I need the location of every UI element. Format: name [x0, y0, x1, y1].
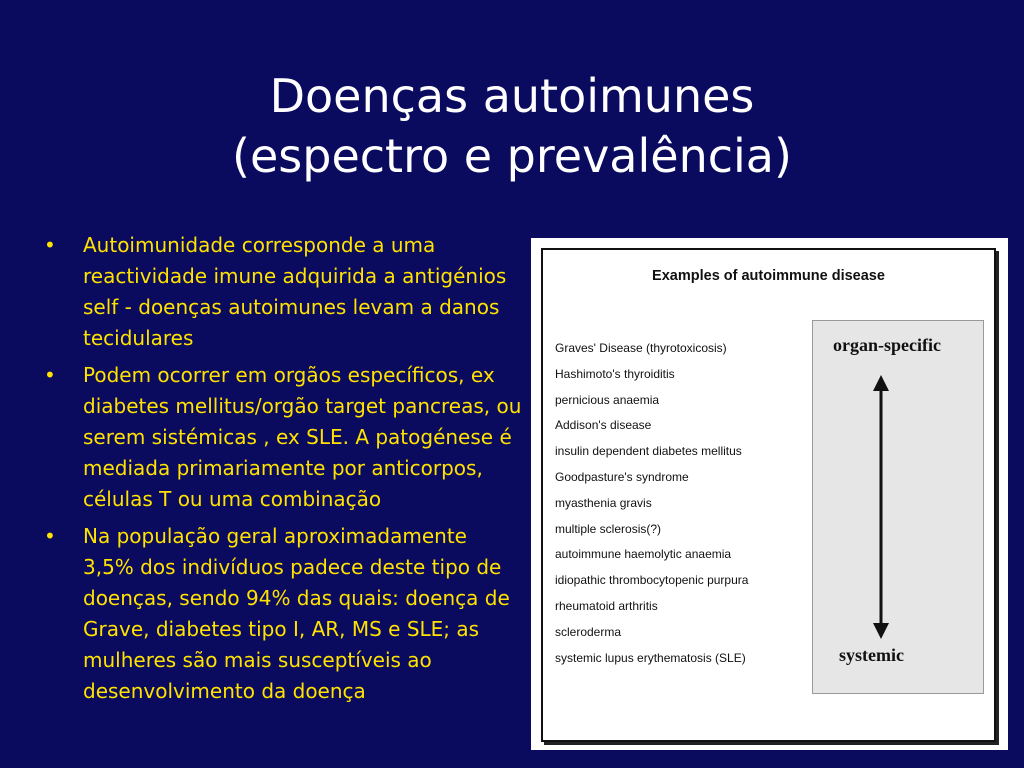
disease-item: Goodpasture's syndrome: [555, 469, 689, 484]
bullet-dot-icon: •: [44, 233, 56, 257]
autoimmune-disease-figure: [531, 238, 1008, 750]
disease-item: Graves' Disease (thyrotoxicosis): [555, 341, 727, 355]
spectrum-label-organ-specific: organ-specific: [833, 335, 941, 355]
bullet-text: Autoimunidade corresponde a uma reactividade imune adquirida a antigénios self - doenças autoimunes levam a danos tecidulares: [83, 233, 507, 350]
disease-item: myasthenia gravis: [555, 495, 652, 510]
disease-item: insulin dependent diabetes mellitus: [555, 444, 742, 459]
bullet-text: Na população geral aproximadamente 3,5% dos indivíduos padece deste tipo de doenças, sendo 94% das quais: doença de Grave, diabetes tipo I, AR, MS e SLE; as mulheres são mais susceptíveis ao desenvolvimento da doença: [83, 524, 510, 703]
slide-title-line-1: Doenças autoimunes: [269, 69, 755, 123]
slide-title-line-2: (espectro e prevalência): [232, 129, 792, 183]
slide-title: [0, 66, 1024, 186]
figure-title: Examples of autoimmune disease: [652, 268, 885, 284]
disease-item: idiopathic thrombocytopenic purpura: [555, 573, 749, 588]
bullet-dot-icon: •: [44, 363, 56, 387]
figure-frame: [541, 248, 996, 742]
disease-item: Hashimoto's thyroiditis: [555, 366, 675, 381]
bullet-item: [44, 521, 524, 707]
bullet-item: [44, 360, 524, 515]
disease-item: multiple sclerosis(?): [555, 521, 662, 536]
disease-item: systemic lupus erythematosis (SLE): [555, 650, 746, 665]
disease-list: [555, 336, 748, 671]
disease-item: Addison's disease: [555, 418, 652, 433]
disease-item: rheumatoid arthritis: [555, 598, 658, 613]
double-headed-vertical-arrow-icon: [813, 321, 983, 693]
bullet-list: [44, 230, 524, 713]
disease-item: scleroderma: [555, 624, 622, 639]
bullet-item: [44, 230, 524, 354]
spectrum-label-systemic: systemic: [839, 645, 904, 665]
disease-item: autoimmune haemolytic anaemia: [555, 547, 732, 562]
bullet-text: Podem ocorrer em orgãos específicos, ex diabetes mellitus/orgão target pancreas, ou serem sistémicas , ex SLE. A patogénese é mediada primariamente por anticorpos, células T ou uma combinação: [83, 363, 522, 511]
spectrum-panel: [812, 320, 984, 694]
disease-item: pernicious anaemia: [555, 392, 660, 407]
bullet-dot-icon: •: [44, 524, 56, 548]
